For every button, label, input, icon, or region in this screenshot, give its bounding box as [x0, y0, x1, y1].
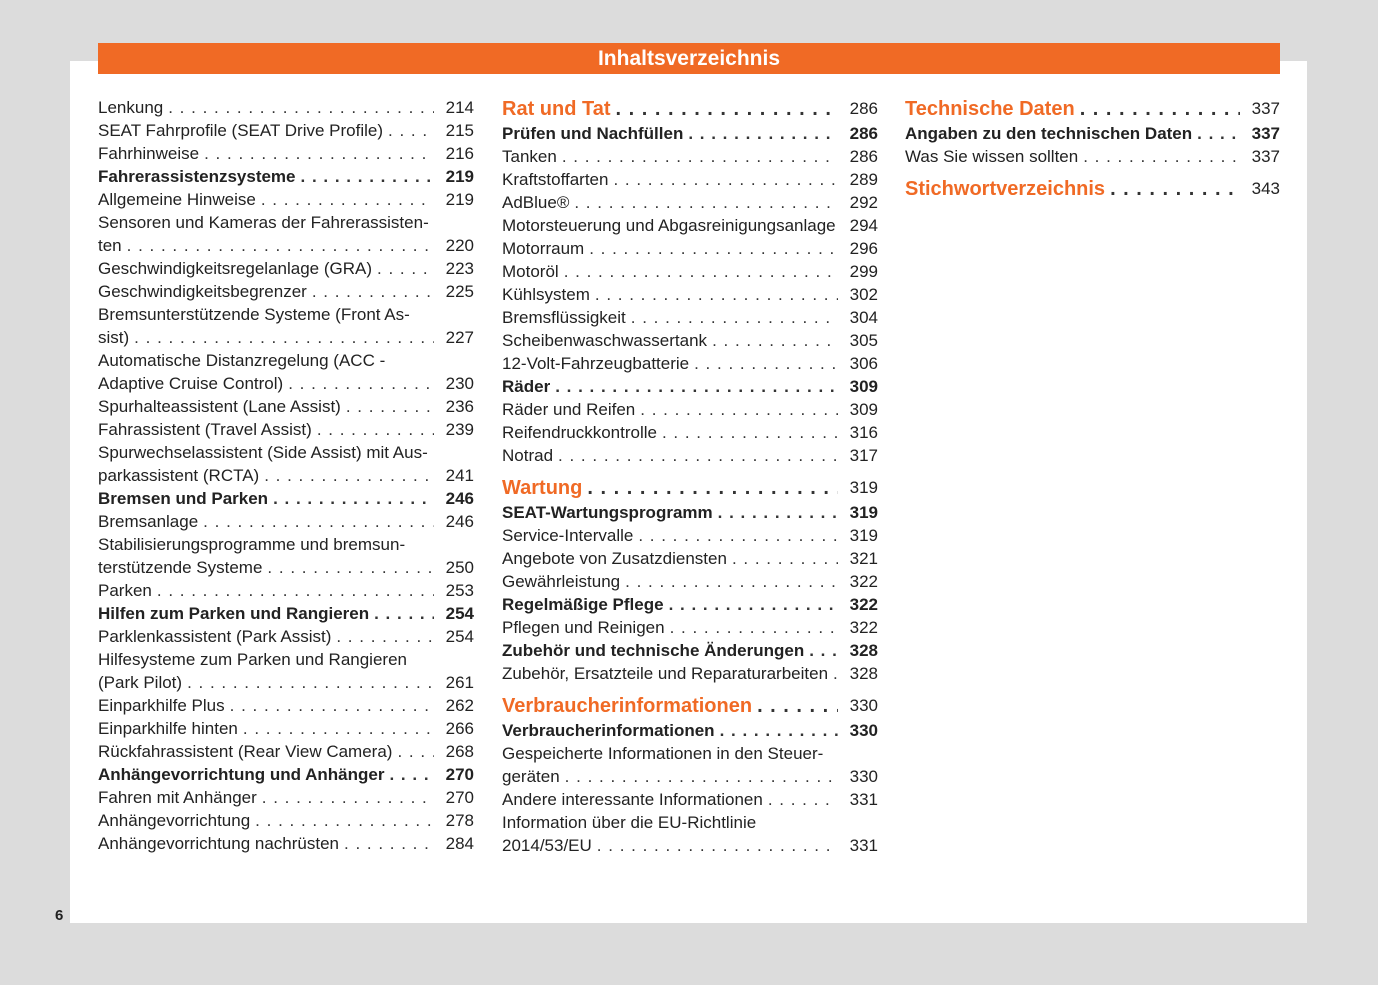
toc-entry-label: Lenkung [98, 98, 164, 117]
toc-entry[interactable] [502, 421, 878, 444]
toc-entry-page: 331 [838, 788, 878, 811]
toc-entry[interactable] [502, 570, 878, 593]
toc-entry-page: 309 [838, 398, 878, 421]
toc-entry[interactable] [502, 398, 878, 421]
toc-entry-page: 302 [838, 283, 878, 306]
toc-entry-label: Parklenkassistent (Park Assist) [98, 627, 332, 646]
toc-section-heading[interactable] [905, 176, 1280, 202]
toc-entry[interactable] [502, 214, 878, 237]
toc-entry[interactable] [98, 809, 474, 832]
toc-entry-page: 219 [434, 188, 474, 211]
toc-entry-label: Pflegen und Reinigen [502, 618, 665, 637]
toc-column-1 [98, 96, 474, 855]
toc-entry-page: 321 [838, 547, 878, 570]
toc-entry-page: 304 [838, 306, 878, 329]
toc-entry-page: 322 [838, 593, 878, 616]
toc-entry[interactable] [98, 832, 474, 855]
toc-entry[interactable] [98, 740, 474, 763]
toc-entry-label: Geschwindigkeitsregelanlage (GRA) [98, 259, 373, 278]
toc-entry-label: Information über die EU-Richtlinie 2014/53/EU [502, 813, 757, 855]
toc-entry-label: Reifendruckkontrolle [502, 423, 657, 442]
toc-entry-page: 319 [838, 475, 878, 501]
toc-entry-page: 250 [434, 556, 474, 579]
toc-entry[interactable] [98, 211, 474, 257]
toc-entry-label: Anhängevorrichtung [98, 811, 251, 830]
toc-entry-page: 215 [434, 119, 474, 142]
toc-entry-page: 262 [434, 694, 474, 717]
toc-entry[interactable] [502, 662, 878, 685]
toc-entry-label: Motorraum [502, 239, 585, 258]
toc-entry[interactable] [98, 579, 474, 602]
toc-entry-page: 337 [1240, 145, 1280, 168]
toc-entry[interactable] [98, 257, 474, 280]
toc-entry[interactable] [502, 329, 878, 352]
toc-entry-label: Zubehör, Ersatzteile und Reparaturarbeiten [502, 664, 829, 683]
toc-entry[interactable] [502, 122, 878, 145]
toc-entry[interactable] [98, 625, 474, 648]
toc-entry-label: Fahrerassistenzsysteme [98, 167, 296, 186]
toc-entry-page: 330 [838, 693, 878, 719]
toc-entry-page: 261 [434, 671, 474, 694]
toc-entry-label: Räder und Reifen [502, 400, 636, 419]
toc-entry-page: 266 [434, 717, 474, 740]
toc-entry-page: 316 [838, 421, 878, 444]
toc-entry-page: 309 [838, 375, 878, 398]
toc-entry-label: Gewährleistung [502, 572, 621, 591]
toc-entry-page: 246 [434, 510, 474, 533]
toc-entry-label: Kühlsystem [502, 285, 590, 304]
toc-entry-page: 289 [838, 168, 878, 191]
toc-entry-page: 220 [434, 234, 474, 257]
toc-entry-label: Fahrassistent (Travel Assist) [98, 420, 312, 439]
toc-entry-page: 322 [838, 570, 878, 593]
toc-entry[interactable] [502, 444, 878, 467]
toc-entry[interactable] [502, 547, 878, 570]
toc-entry-label: Spurhalteassistent (Lane Assist) [98, 397, 341, 416]
toc-section-heading[interactable] [905, 96, 1280, 122]
toc-entry-page: 225 [434, 280, 474, 303]
toc-entry[interactable] [98, 786, 474, 809]
toc-entry-label: Motorsteuerung und Abgasreinigungsanlage [502, 216, 836, 235]
toc-title: Inhaltsverzeichnis [597, 47, 781, 70]
toc-entry-label: Zubehör und technische Änderungen [502, 641, 805, 660]
toc-entry-label: Bremsflüssigkeit [502, 308, 626, 327]
toc-entry-page: 343 [1240, 176, 1280, 202]
toc-entry-page: 216 [434, 142, 474, 165]
toc-section-heading[interactable] [502, 475, 878, 501]
toc-entry-page: 299 [838, 260, 878, 283]
toc-entry[interactable] [502, 788, 878, 811]
toc-entry-label: Verbraucherinformationen [502, 695, 753, 717]
toc-entry[interactable] [98, 418, 474, 441]
toc-entry[interactable] [98, 533, 474, 579]
toc-entry-label: Sensoren und Kameras der Fahrerassistenten [98, 213, 429, 255]
toc-entry-label: Verbraucherinformationen [502, 721, 715, 740]
toc-entry-label: Allgemeine Hinweise [98, 190, 256, 209]
toc-entry-label: Regelmäßige Pflege [502, 595, 664, 614]
toc-entry[interactable] [98, 142, 474, 165]
toc-entry-page: 330 [838, 765, 878, 788]
toc-entry-label: Anhängevorrichtung nachrüsten [98, 834, 339, 853]
toc-entry-label: SEAT Fahrprofile (SEAT Drive Profile) [98, 121, 383, 140]
toc-entry-page: 236 [434, 395, 474, 418]
toc-entry-label: Was Sie wissen sollten [905, 147, 1079, 166]
toc-entry-label: 12-Volt-Fahrzeugbatterie [502, 354, 690, 373]
toc-entry-page: 227 [434, 326, 474, 349]
toc-entry-label: Automatische Distanzregelung (ACC - Adaptive Cruise Control) [98, 351, 386, 393]
toc-column-2 [502, 96, 878, 857]
toc-entry-label: Andere interessante Informationen [502, 790, 763, 809]
toc-entry-label: Angebote von Zusatzdiensten [502, 549, 727, 568]
toc-entry-page: 254 [434, 625, 474, 648]
toc-entry-label: Tanken [502, 147, 557, 166]
toc-entry-page: 319 [838, 524, 878, 547]
toc-entry[interactable] [502, 168, 878, 191]
toc-entry-page: 294 [838, 214, 878, 237]
toc-entry-label: Einparkhilfe hinten [98, 719, 238, 738]
toc-entry-page: 286 [838, 122, 878, 145]
toc-entry-label: Prüfen und Nachfüllen [502, 124, 684, 143]
toc-entry-label: Geschwindigkeitsbegrenzer [98, 282, 307, 301]
toc-entry-label: Bremsanlage [98, 512, 199, 531]
toc-entry-label: Hilfen zum Parken und Rangieren [98, 604, 370, 623]
toc-entry[interactable] [502, 283, 878, 306]
toc-entry[interactable] [502, 639, 878, 662]
toc-entry-label: Bremsunterstützende Systeme (Front Assist) [98, 305, 410, 347]
toc-entry-label: AdBlue® [502, 193, 570, 212]
toc-entry[interactable] [502, 352, 878, 375]
toc-entry-label: Scheibenwaschwassertank [502, 331, 708, 350]
toc-entry-page: 337 [1240, 122, 1280, 145]
toc-entry-label: Hilfesysteme zum Parken und Rangieren (Park Pilot) [98, 650, 407, 692]
toc-entry[interactable] [98, 349, 474, 395]
toc-entry[interactable] [502, 237, 878, 260]
toc-entry[interactable] [98, 280, 474, 303]
toc-entry-page: 268 [434, 740, 474, 763]
toc-entry[interactable] [98, 763, 474, 786]
toc-section-heading[interactable] [502, 693, 878, 719]
toc-entry-label: Räder [502, 377, 551, 396]
toc-entry-label: Einparkhilfe Plus [98, 696, 225, 715]
toc-entry-page: 239 [434, 418, 474, 441]
toc-entry-page: 292 [838, 191, 878, 214]
toc-entry-page: 306 [838, 352, 878, 375]
toc-entry-label: Notrad [502, 446, 554, 465]
toc-entry-label: Spurwechselassistent (Side Assist) mit Ausparkassistent (RCTA) [98, 443, 428, 485]
toc-section-heading[interactable] [502, 96, 878, 122]
toc-entry-page: 270 [434, 763, 474, 786]
toc-entry[interactable] [98, 717, 474, 740]
toc-entry-page: 214 [434, 96, 474, 119]
toc-entry-label: Stabilisierungsprogramme und bremsunterstützende Systeme [98, 535, 406, 577]
toc-entry[interactable] [502, 524, 878, 547]
toc-entry-page: 322 [838, 616, 878, 639]
toc-entry-label: Anhängevorrichtung und Anhänger [98, 765, 385, 784]
toc-entry[interactable] [502, 306, 878, 329]
toc-entry[interactable] [905, 122, 1280, 145]
toc-entry-page: 305 [838, 329, 878, 352]
toc-entry[interactable] [502, 375, 878, 398]
toc-entry[interactable] [98, 395, 474, 418]
toc-entry[interactable] [502, 811, 878, 857]
toc-entry-page: 328 [838, 639, 878, 662]
toc-entry-label: Service-Intervalle [502, 526, 634, 545]
toc-entry[interactable] [98, 648, 474, 694]
toc-entry[interactable] [98, 165, 474, 188]
toc-entry-page: 296 [838, 237, 878, 260]
toc-entry-label: SEAT-Wartungsprogramm [502, 503, 713, 522]
toc-entry-label: Parken [98, 581, 152, 600]
toc-entry[interactable] [98, 119, 474, 142]
toc-entry-page: 331 [838, 834, 878, 857]
toc-title-banner [98, 43, 1280, 74]
toc-entry-label: Kraftstoffarten [502, 170, 609, 189]
toc-entry-page: 230 [434, 372, 474, 395]
toc-entry[interactable] [502, 501, 878, 524]
toc-entry-page: 278 [434, 809, 474, 832]
toc-entry[interactable] [98, 694, 474, 717]
toc-entry-label: Rückfahrassistent (Rear View Camera) [98, 742, 393, 761]
toc-entry[interactable] [98, 188, 474, 211]
toc-entry[interactable] [98, 441, 474, 487]
toc-entry-page: 219 [434, 165, 474, 188]
page-number: 6 [55, 907, 64, 924]
toc-entry-label: Wartung [502, 477, 583, 499]
toc-entry-label: Fahrhinweise [98, 144, 200, 163]
toc-entry-label: Gespeicherte Informationen in den Steuergeräten [502, 744, 824, 786]
toc-entry-label: Bremsen und Parken [98, 489, 269, 508]
toc-entry-page: 246 [434, 487, 474, 510]
toc-entry[interactable] [98, 487, 474, 510]
toc-entry-page: 286 [838, 145, 878, 168]
toc-entry-page: 284 [434, 832, 474, 855]
toc-entry-label: Motoröl [502, 262, 559, 281]
toc-entry[interactable] [502, 145, 878, 168]
toc-entry-page: 337 [1240, 96, 1280, 122]
toc-column-3 [905, 96, 1280, 202]
toc-entry-page: 317 [838, 444, 878, 467]
toc-entry-label: Fahren mit Anhänger [98, 788, 257, 807]
toc-entry-page: 270 [434, 786, 474, 809]
toc-entry[interactable] [98, 602, 474, 625]
toc-entry-page: 241 [434, 464, 474, 487]
toc-entry-page: 328 [838, 662, 878, 685]
toc-entry[interactable] [502, 260, 878, 283]
toc-entry[interactable] [502, 742, 878, 788]
toc-entry[interactable] [502, 719, 878, 742]
toc-entry[interactable] [502, 593, 878, 616]
toc-entry-page: 330 [838, 719, 878, 742]
toc-entry-page: 286 [838, 96, 878, 122]
toc-entry-label: Angaben zu den technischen Daten [905, 124, 1193, 143]
toc-entry-page: 223 [434, 257, 474, 280]
toc-entry[interactable] [98, 96, 474, 119]
toc-entry[interactable] [98, 303, 474, 349]
toc-entry-page: 254 [434, 602, 474, 625]
toc-entry[interactable] [502, 616, 878, 639]
toc-entry[interactable] [502, 191, 878, 214]
toc-entry-page: 319 [838, 501, 878, 524]
toc-entry-label: Stichwortverzeichnis [905, 178, 1106, 200]
toc-entry-page: 253 [434, 579, 474, 602]
toc-entry[interactable] [98, 510, 474, 533]
toc-entry[interactable] [905, 145, 1280, 168]
toc-entry-label: Rat und Tat [502, 98, 611, 120]
toc-entry-label: Technische Daten [905, 98, 1075, 120]
